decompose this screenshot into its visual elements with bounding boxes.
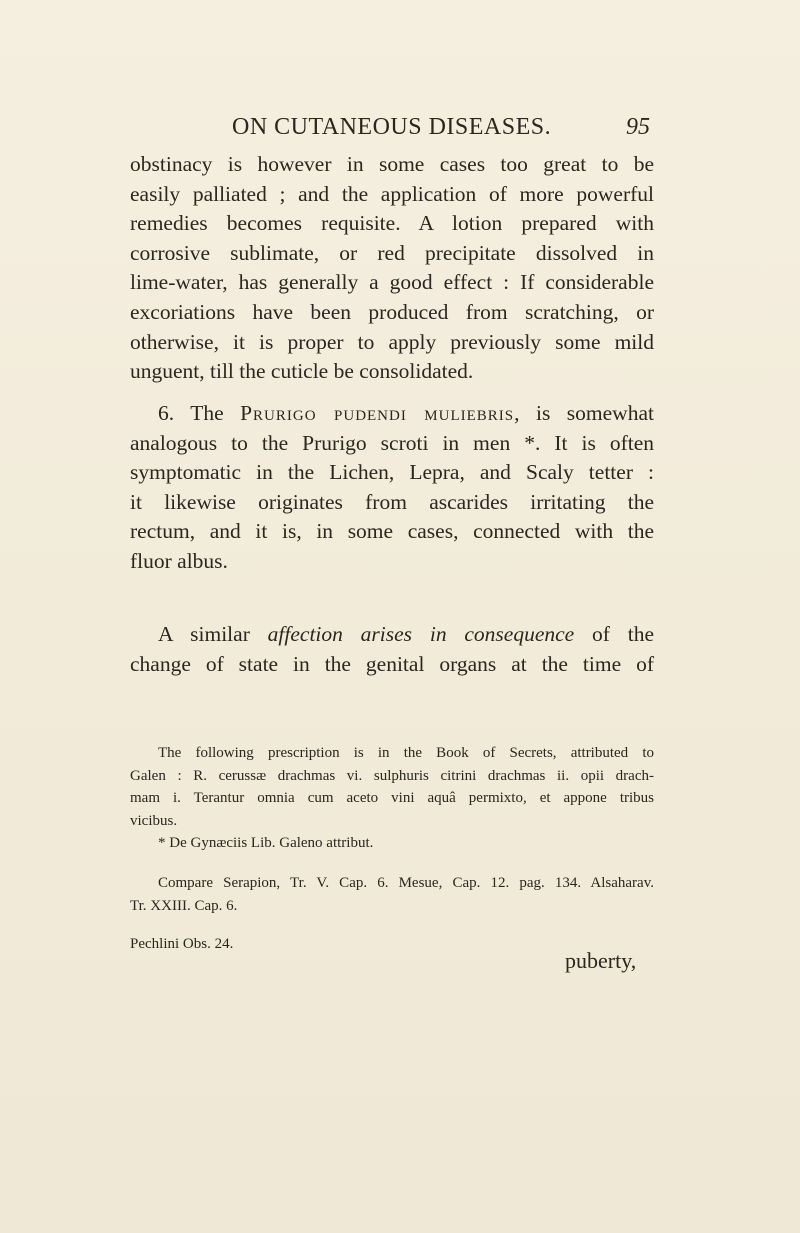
text-line: fluor albus.: [130, 548, 228, 573]
text-line: otherwise, it is proper to apply previously some mild: [130, 329, 654, 354]
text-fragment: , is somewhat: [514, 401, 654, 425]
text-line: corrosive sublimate, or red precipitate dissolved in: [130, 240, 654, 265]
text-line: remedies becomes requisite. A lotion prepared with: [130, 211, 654, 236]
text-fragment: of the: [574, 622, 654, 646]
text-line: rectum, and it is, in some cases, connected with the: [130, 519, 654, 544]
footnote-compare: [130, 872, 654, 917]
footnote-line: Tr. XXIII. Cap. 6.: [130, 897, 238, 914]
text-line: easily palliated ; and the application of more powerful: [130, 181, 654, 206]
footnote-line: Pechlini Obs. 24.: [130, 936, 234, 952]
text-line: lime-water, has generally a good effect : If considerable: [130, 270, 654, 295]
disease-term: Prurigo pudendi muliebris: [240, 401, 515, 425]
footnote-line: vicibus.: [130, 812, 178, 829]
text-line: obstinacy is however in some cases too great to be: [130, 152, 654, 176]
footnote-prescription: [130, 742, 654, 832]
text-line: [130, 399, 654, 429]
footnote-line: * De Gynæciis Lib. Galeno attribut.: [158, 835, 374, 851]
footnote-line: The following prescription is in the Book of Secrets, attributed to: [158, 745, 654, 761]
catchword: puberty,: [565, 948, 637, 973]
footnote-line: Compare Serapion, Tr. V. Cap. 6. Mesue, Cap. 12. pag. 134. Alsaharav.: [158, 875, 654, 891]
text-line: it likewise originates from ascarides irritating the: [130, 489, 654, 514]
text-line: [130, 620, 654, 650]
text-line: unguent, till the cuticle be consolidated.: [130, 359, 474, 384]
footnote-line: mam i. Terantur omnia cum aceto vini aquâ permixto, et appone tribus: [130, 790, 654, 806]
page-number: 95: [626, 114, 650, 140]
paragraph-obstinacy: [130, 150, 654, 387]
paragraph-similar-affection: [130, 620, 654, 679]
running-title: ON CUTANEOUS DISEASES.: [232, 114, 552, 140]
section-number: 6. The: [158, 401, 241, 425]
text-line: change of state in the genital organs at the time of: [130, 651, 654, 676]
text-line: excoriations have been produced from scratching, or: [130, 299, 654, 324]
footnote-star: [130, 832, 654, 855]
text-line: analogous to the Prurigo scroti in men *. It is often: [130, 430, 654, 455]
text-line: symptomatic in the Lichen, Lepra, and Scaly tetter :: [130, 460, 654, 485]
paragraph-prurigo-pudendi: [130, 399, 654, 577]
text-fragment: A similar: [158, 622, 268, 646]
italic-phrase: affection arises in consequence: [267, 622, 575, 646]
footnote-line: Galen : R. cerussæ drachmas vi. sulphuris citrini drachmas ii. opii drach-: [130, 767, 654, 784]
